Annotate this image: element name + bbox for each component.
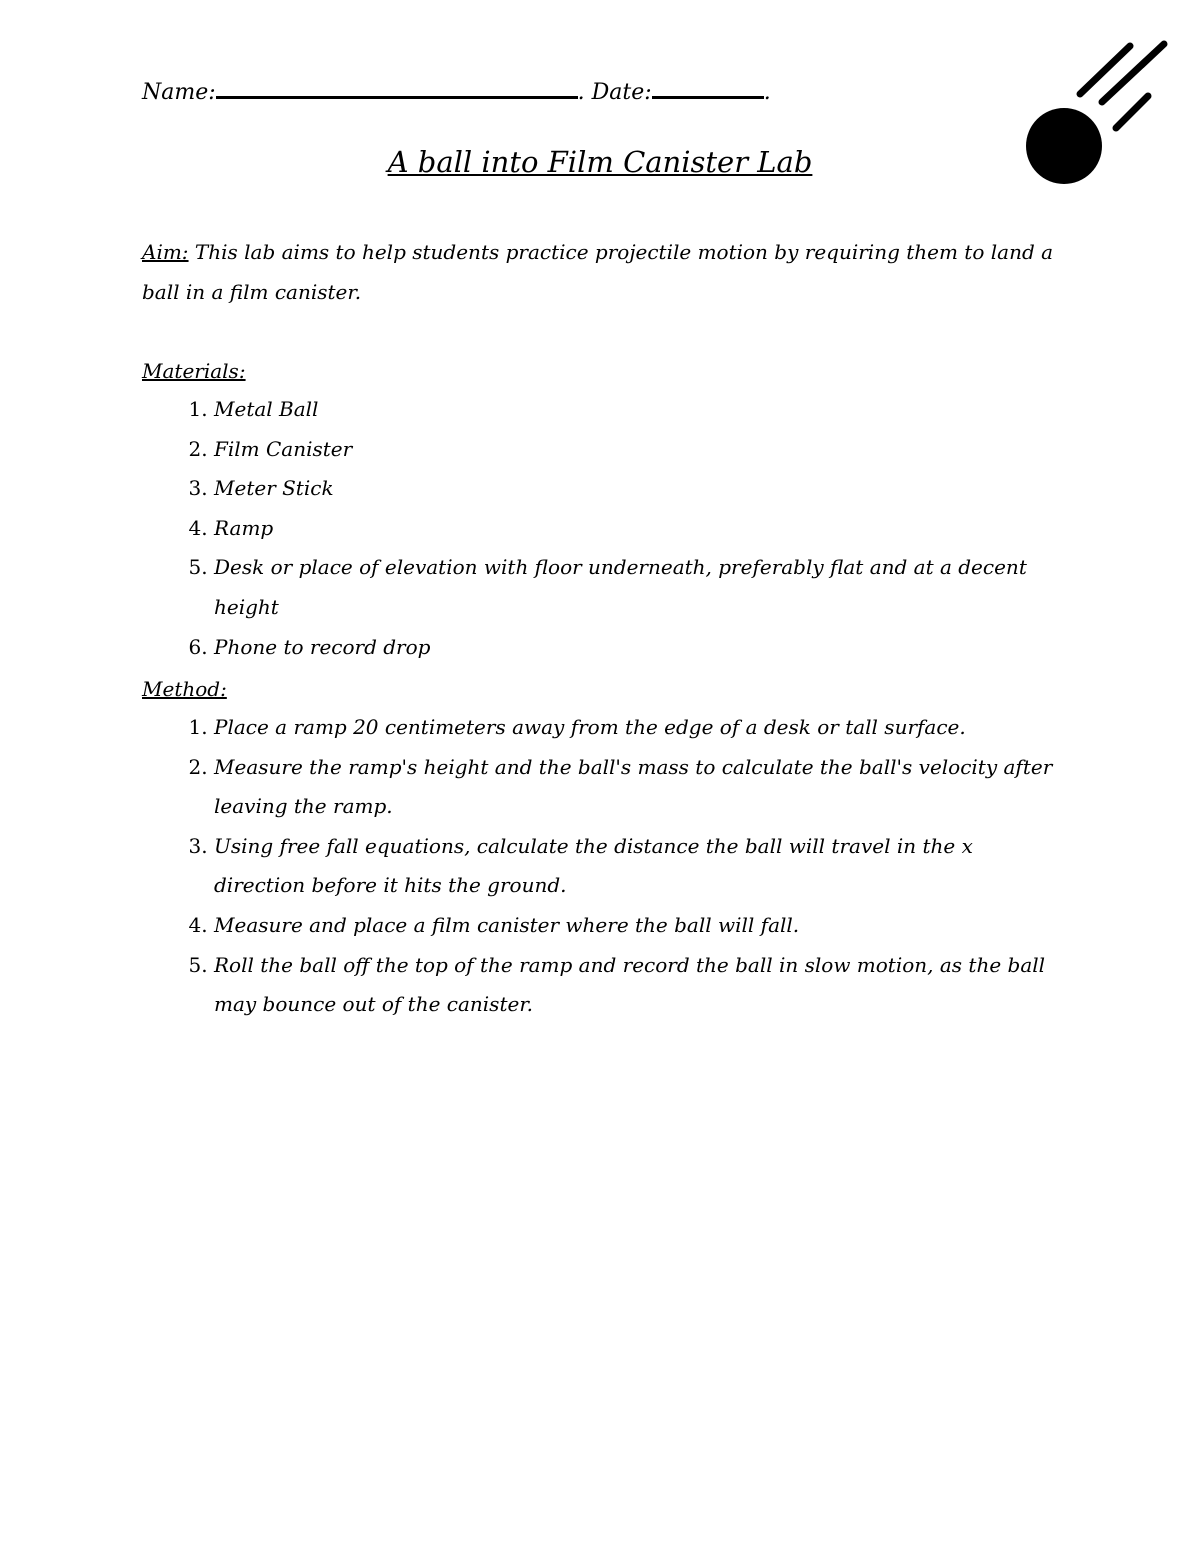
motion-line-3 [1116,96,1148,128]
materials-item-4: 4. Ramp [214,509,1064,549]
name-blank-field[interactable] [216,74,578,99]
aim-label: Aim: [142,240,189,264]
materials-list [142,390,1064,667]
method-step-3: 3. Using free fall equations, calculate the distance the ball will travel in the x direction before it hits the ground. [214,827,1064,906]
materials-item-2: 2. Film Canister [214,430,1064,470]
name-label: Name: [142,80,216,105]
aim-text: This lab aims to help students practice projectile motion by requiring them to land a ball in a film canister. [142,240,1054,304]
method-step-4: 4. Measure and place a film canister where the ball will fall. [214,906,1064,946]
aim-paragraph [142,232,1072,312]
name-trailing-dot: . [577,80,585,105]
date-label: Date: [591,80,652,105]
method-heading: Method: [142,677,227,701]
materials-item-1: 1. Metal Ball [214,390,1064,430]
materials-item-5: 5. Desk or place of elevation with floor underneath, preferably flat and at a decent height [214,548,1064,627]
method-step-1: 1. Place a ramp 20 centimeters away from the edge of a desk or tall surface. [214,708,1064,748]
method-step-5: 5. Roll the ball off the top of the ramp and record the ball in slow motion, as the ball may bounce out of the canister. [214,946,1064,1025]
materials-item-3: 3. Meter Stick [214,469,1064,509]
date-blank-field[interactable] [652,74,764,99]
document-title: A ball into Film Canister Lab [387,145,813,179]
date-trailing-dot: . [763,80,771,105]
method-step-2: 2. Measure the ramp's height and the ball's mass to calculate the ball's velocity after leaving the ramp. [214,748,1064,827]
method-list [142,708,1064,1025]
motion-line-2 [1102,44,1164,102]
name-date-line [142,74,771,109]
materials-heading: Materials: [142,359,246,383]
materials-item-6: 6. Phone to record drop [214,628,1064,668]
